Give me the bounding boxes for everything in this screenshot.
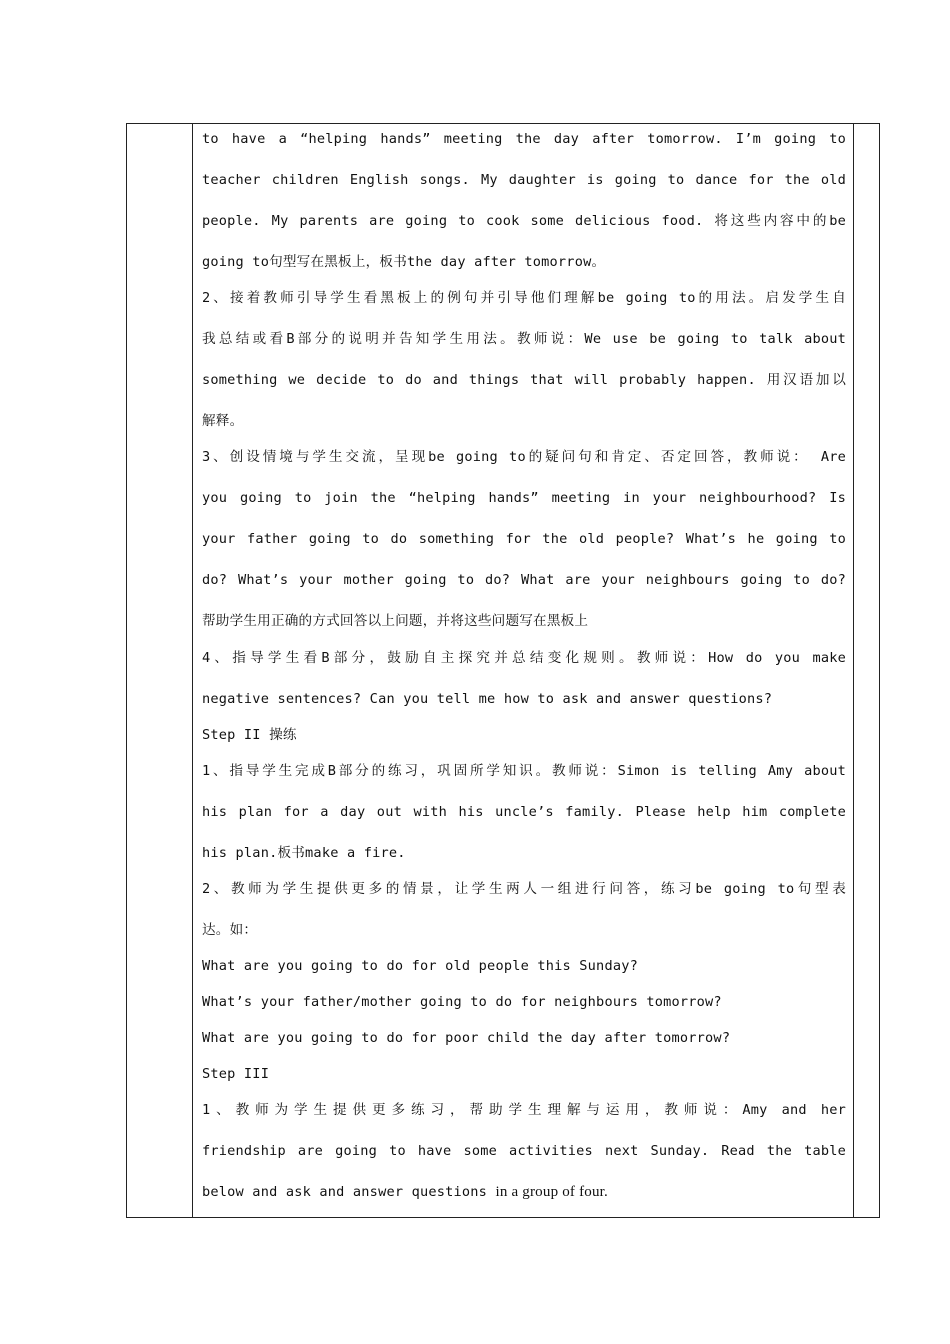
text-line: 2、接着教师引导学生看黑板上的例句并引导他们理解be going to的用法。启发学生自 [202, 290, 846, 306]
text-line: negative sentences? Can you tell me how to ask and answer questions? [202, 691, 773, 707]
text-line: Step III [202, 1066, 270, 1082]
lesson-table [126, 123, 880, 1218]
text-line: 帮助学生用正确的方式回答以上问题，并将这些问题写在黑板上 [202, 613, 589, 629]
text-line: teacher children English songs. My daughter is going to dance for the old [202, 172, 846, 188]
text-line: What are you going to do for poor child the day after tomorrow? [202, 1030, 731, 1046]
text-line: 我总结或看B部分的说明并告知学生用法。教师说：We use be going to talk about [202, 331, 846, 347]
text-line: 解释。 [202, 413, 244, 429]
text-line: something we decide to do and things that will probably happen. 用汉语加以 [202, 372, 846, 388]
text-line: Step II 操练 [202, 727, 297, 743]
left-column-cell [127, 124, 193, 1217]
text-line: What’s your father/mother going to do for neighbours tomorrow? [202, 994, 722, 1010]
text-line: 2、教师为学生提供更多的情景，让学生两人一组进行问答，练习be going to句型表 [202, 881, 846, 897]
text-line-last-part2: in a group of four. [495, 1184, 608, 1200]
text-line: 3、创设情境与学生交流，呈现be going to的疑问句和肯定、否定回答，教师说： Are [202, 449, 846, 465]
text-line: 1、教师为学生提供更多练习，帮助学生理解与运用，教师说：Amy and her [202, 1102, 846, 1118]
text-line: your father going to do something for the old people? What’s he going to [202, 531, 846, 547]
text-line: 4、指导学生看B部分，鼓励自主探究并总结变化规则。教师说：How do you make [202, 650, 846, 666]
text-line: 1、指导学生完成B部分的练习，巩固所学知识。教师说：Simon is telling Amy about [202, 763, 846, 779]
text-line: people. My parents are going to cook some delicious food. 将这些内容中的be [202, 213, 846, 229]
text-line: you going to join the “helping hands” meeting in your neighbourhood? Is [202, 490, 846, 506]
text-line: going to句型写在黑板上，板书the day after tomorrow。 [202, 254, 606, 270]
text-line: 达。如： [202, 922, 258, 938]
text-line: friendship are going to have some activities next Sunday. Read the table [202, 1143, 846, 1159]
text-line: his plan.板书make a fire. [202, 845, 406, 861]
right-column-cell [853, 124, 879, 1217]
text-line-last-part1: below and ask and answer questions [202, 1184, 496, 1200]
text-line: do? What’s your mother going to do? What are your neighbours going to do? [202, 572, 846, 588]
text-line-last [202, 1182, 846, 1202]
text-line: his plan for a day out with his uncle’s family. Please help him complete [202, 804, 846, 820]
text-line: to have a “helping hands” meeting the day after tomorrow. I’m going to [202, 131, 846, 147]
text-line: What are you going to do for old people this Sunday? [202, 958, 638, 974]
